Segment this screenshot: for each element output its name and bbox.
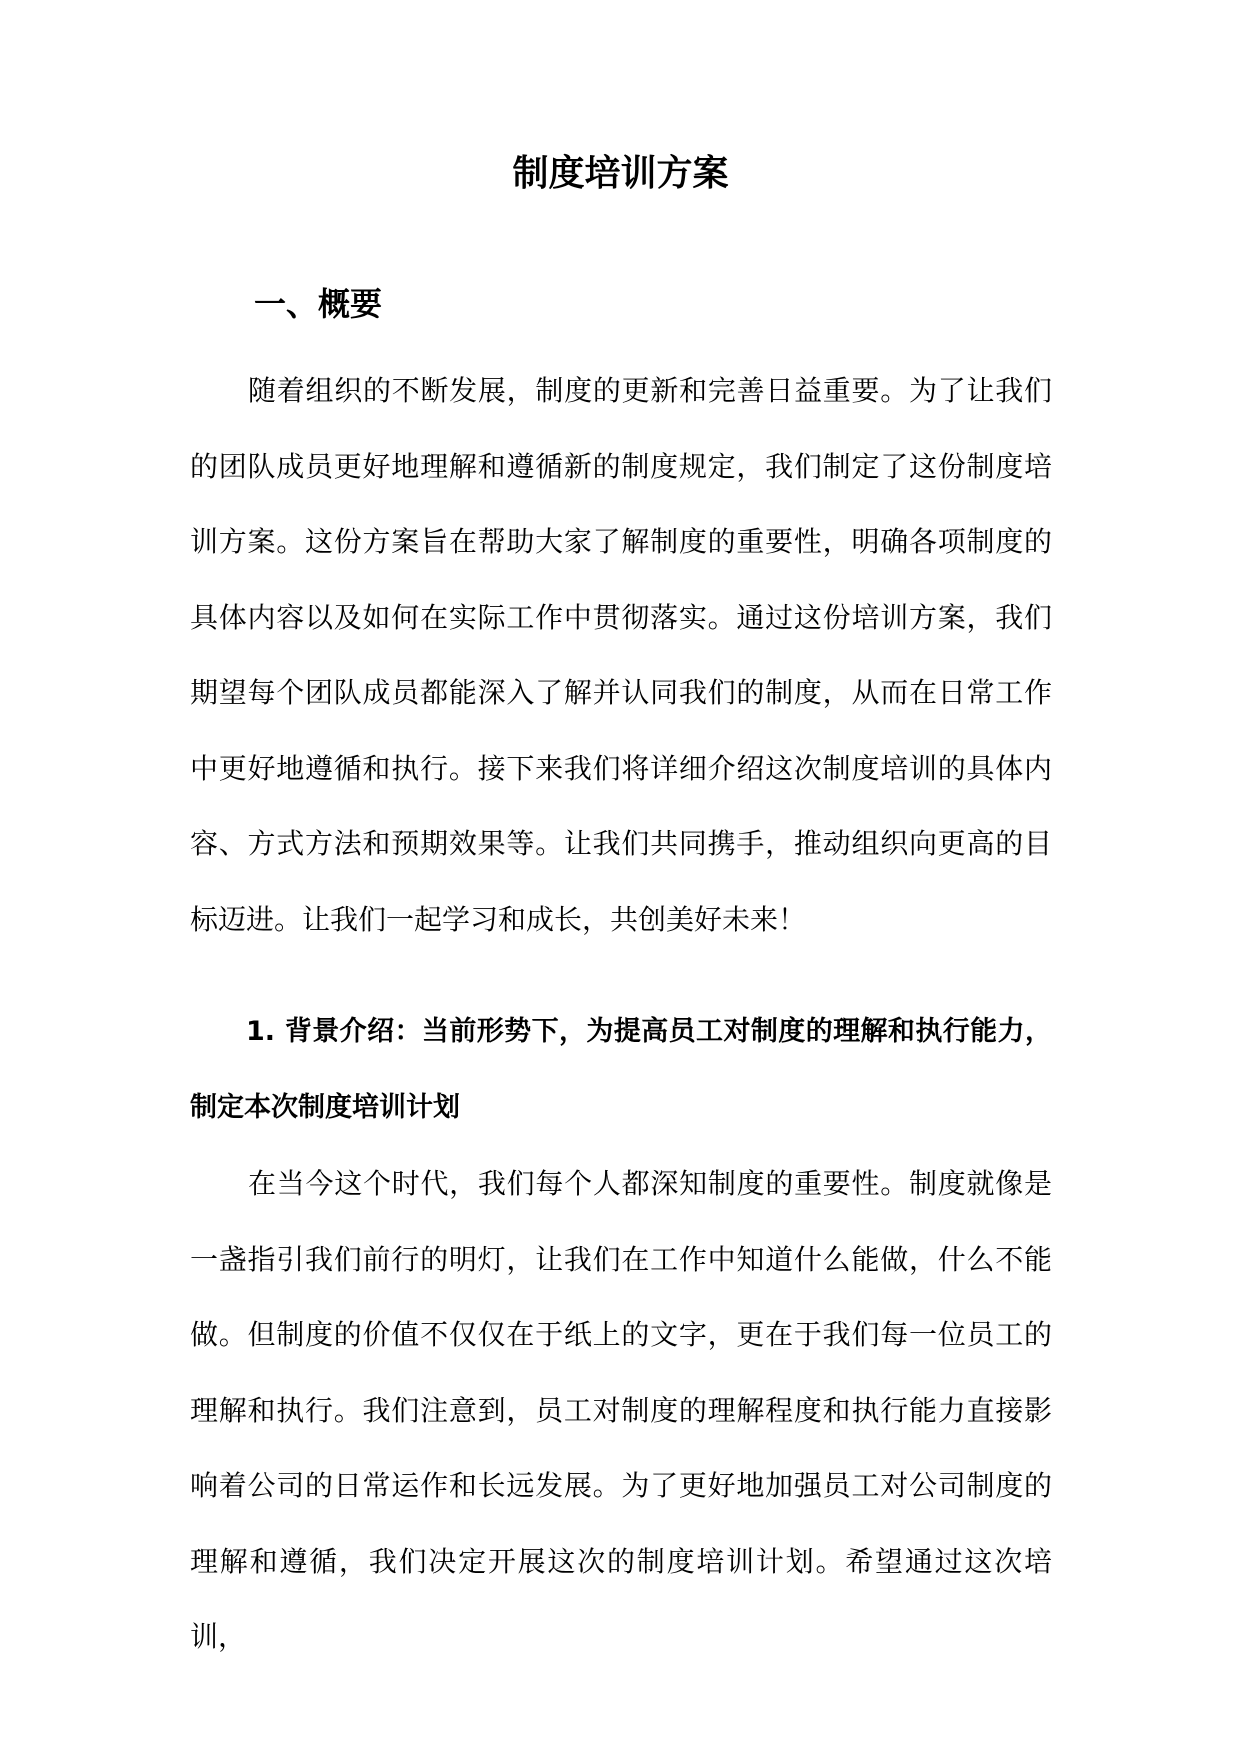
background-paragraph: 在当今这个时代，我们每个人都深知制度的重要性。制度就像是一盏指引我们前行的明灯，让我们在工作中知道什么能做，什么不能做。但制度的价值不仅仅在于纸上的文字，更在于我们每一位员工的理解和执行。我们注意到，员工对制度的理解程度和执行能力直接影响着公司的日常运作和长远发展。为了更好地加强员工对公司制度的理解和遵循，我们决定开展这次的制度培训计划。希望通过这次培训， (190, 1167, 1052, 1653)
section-heading-overview: 一、概要 (254, 285, 383, 323)
background-heading: 1. 背景介绍：当前形势下，为提高员工对制度的理解和执行能力，制定本次制度培训计划 (190, 1016, 1052, 1123)
document-title: 制度培训方案 (512, 153, 729, 194)
background-section (190, 994, 1052, 1675)
overview-paragraph: 随着组织的不断发展，制度的更新和完善日益重要。为了让我们的团队成员更好地理解和遵循新的制度规定，我们制定了这份制度培训方案。这份方案旨在帮助大家了解制度的重要性，明确各项制度的具体内容以及如何在实际工作中贯彻落实。通过这份培训方案，我们期望每个团队成员都能深入了解并认同我们的制度，从而在日常工作中更好地遵循和执行。接下来我们将详细介绍这次制度培训的具体内容、方式方法和预期效果等。让我们共同携手，推动组织向更高的目标迈进。让我们一起学习和成长，共创美好未来！ (190, 374, 1052, 936)
overview-body (190, 353, 1052, 957)
